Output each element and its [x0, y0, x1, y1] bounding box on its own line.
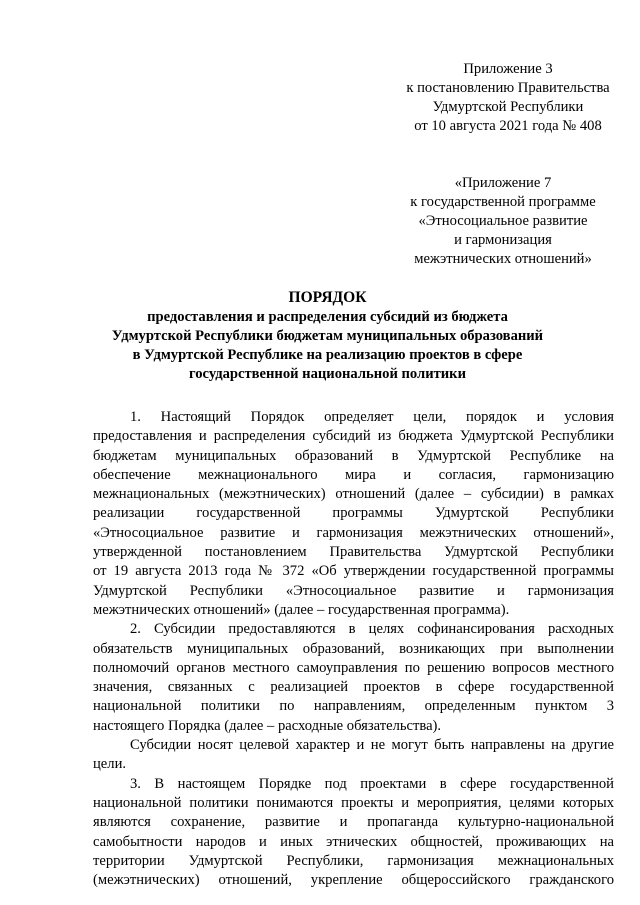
paragraph-line: настоящего Порядка (далее – расходные обязательства). — [93, 717, 442, 734]
paragraph-line: утвержденной постановлением Правительства Удмуртской Республики — [93, 544, 614, 561]
paragraph-line: бюджетам муниципальных образований в Удмуртской Республике на — [93, 447, 614, 464]
appendix-3-line: к постановлению Правительства — [406, 80, 610, 96]
paragraph-line: национальной политики понимаются проекты и мероприятия, целями которых — [93, 794, 614, 811]
paragraph-line: самобытности народов и иных этнических общностей, проживающих на — [93, 833, 614, 850]
appendix-7-line: «Этносоциальное развитие — [418, 213, 588, 229]
appendix-3-line: Удмуртской Республики — [432, 99, 584, 115]
paragraph-line: 3. В настоящем Порядке под проектами в сфере государственной — [130, 775, 614, 792]
appendix-7-line: к государственной программе — [410, 194, 596, 210]
title-line: государственной национальной политики — [188, 366, 467, 382]
paragraph-line: являются сохранение, развитие и пропаганда культурно-национальной — [93, 814, 614, 831]
paragraph-line: Удмуртской Республики «Этносоциальное развитие и гармонизация — [93, 582, 614, 599]
document-body — [93, 408, 614, 890]
paragraph-line: «Этносоциальное развитие и гармонизация межэтнических отношений», — [93, 524, 614, 541]
paragraph-line: обязательств муниципальных образований, возникающих при выполнении — [93, 640, 614, 657]
paragraph-line: цели. — [93, 756, 127, 773]
title-line: предоставления и распределения субсидий из бюджета — [147, 309, 508, 325]
paragraph-line: Субсидии носят целевой характер и не могут быть направлены на другие — [130, 737, 614, 754]
appendix-3-header — [388, 60, 628, 136]
title-line: в Удмуртской Республике на реализацию проектов в сфере — [132, 347, 523, 363]
paragraph-line: полномочий органов местного самоуправления по решению вопросов местного — [93, 659, 614, 676]
appendix-7-line: межэтнических отношений» — [414, 251, 592, 267]
title-line: Удмуртской Республики бюджетам муниципальных образований — [111, 328, 544, 344]
paragraph-line: от 19 августа 2013 года № 372 «Об утверждении государственной программы — [93, 563, 614, 580]
paragraph-line: (межэтнических) отношений, укрепление общероссийского гражданского — [93, 872, 614, 889]
paragraph-line: реализации государственной программы Удмуртской Республики — [93, 505, 614, 522]
paragraph-line: межэтнических отношений» (далее – государственная программа). — [93, 601, 510, 618]
paragraph-line: национальной политики по направлениям, определенным пунктом 3 — [93, 698, 614, 715]
paragraph-line: значения, связанных с реализацией проектов в сфере государственной — [93, 679, 614, 696]
paragraph-line: территории Удмуртской Республики, гармонизация межнациональных — [93, 852, 614, 869]
appendix-3-line: от 10 августа 2021 года № 408 — [414, 118, 602, 134]
title-main: ПОРЯДОК — [288, 289, 367, 306]
appendix-7-line: «Приложение 7 — [454, 175, 552, 191]
document-title — [80, 288, 575, 384]
paragraph-line: межнациональных (межэтнических) отношений (далее – субсидии) в рамках — [93, 486, 614, 503]
paragraph-line: обеспечение межнационального мира и согласия, гармонизацию — [93, 466, 614, 483]
paragraph-line: 2. Субсидии предоставляются в целях софинансирования расходных — [130, 621, 614, 638]
appendix-7-header — [388, 174, 618, 269]
appendix-3-line: Приложение 3 — [463, 61, 553, 77]
appendix-7-line: и гармонизация — [454, 232, 552, 248]
paragraph-line: предоставления и распределения субсидий из бюджета Удмуртской Республики — [93, 428, 614, 445]
paragraph-line: 1. Настоящий Порядок определяет цели, порядок и условия — [130, 409, 614, 425]
